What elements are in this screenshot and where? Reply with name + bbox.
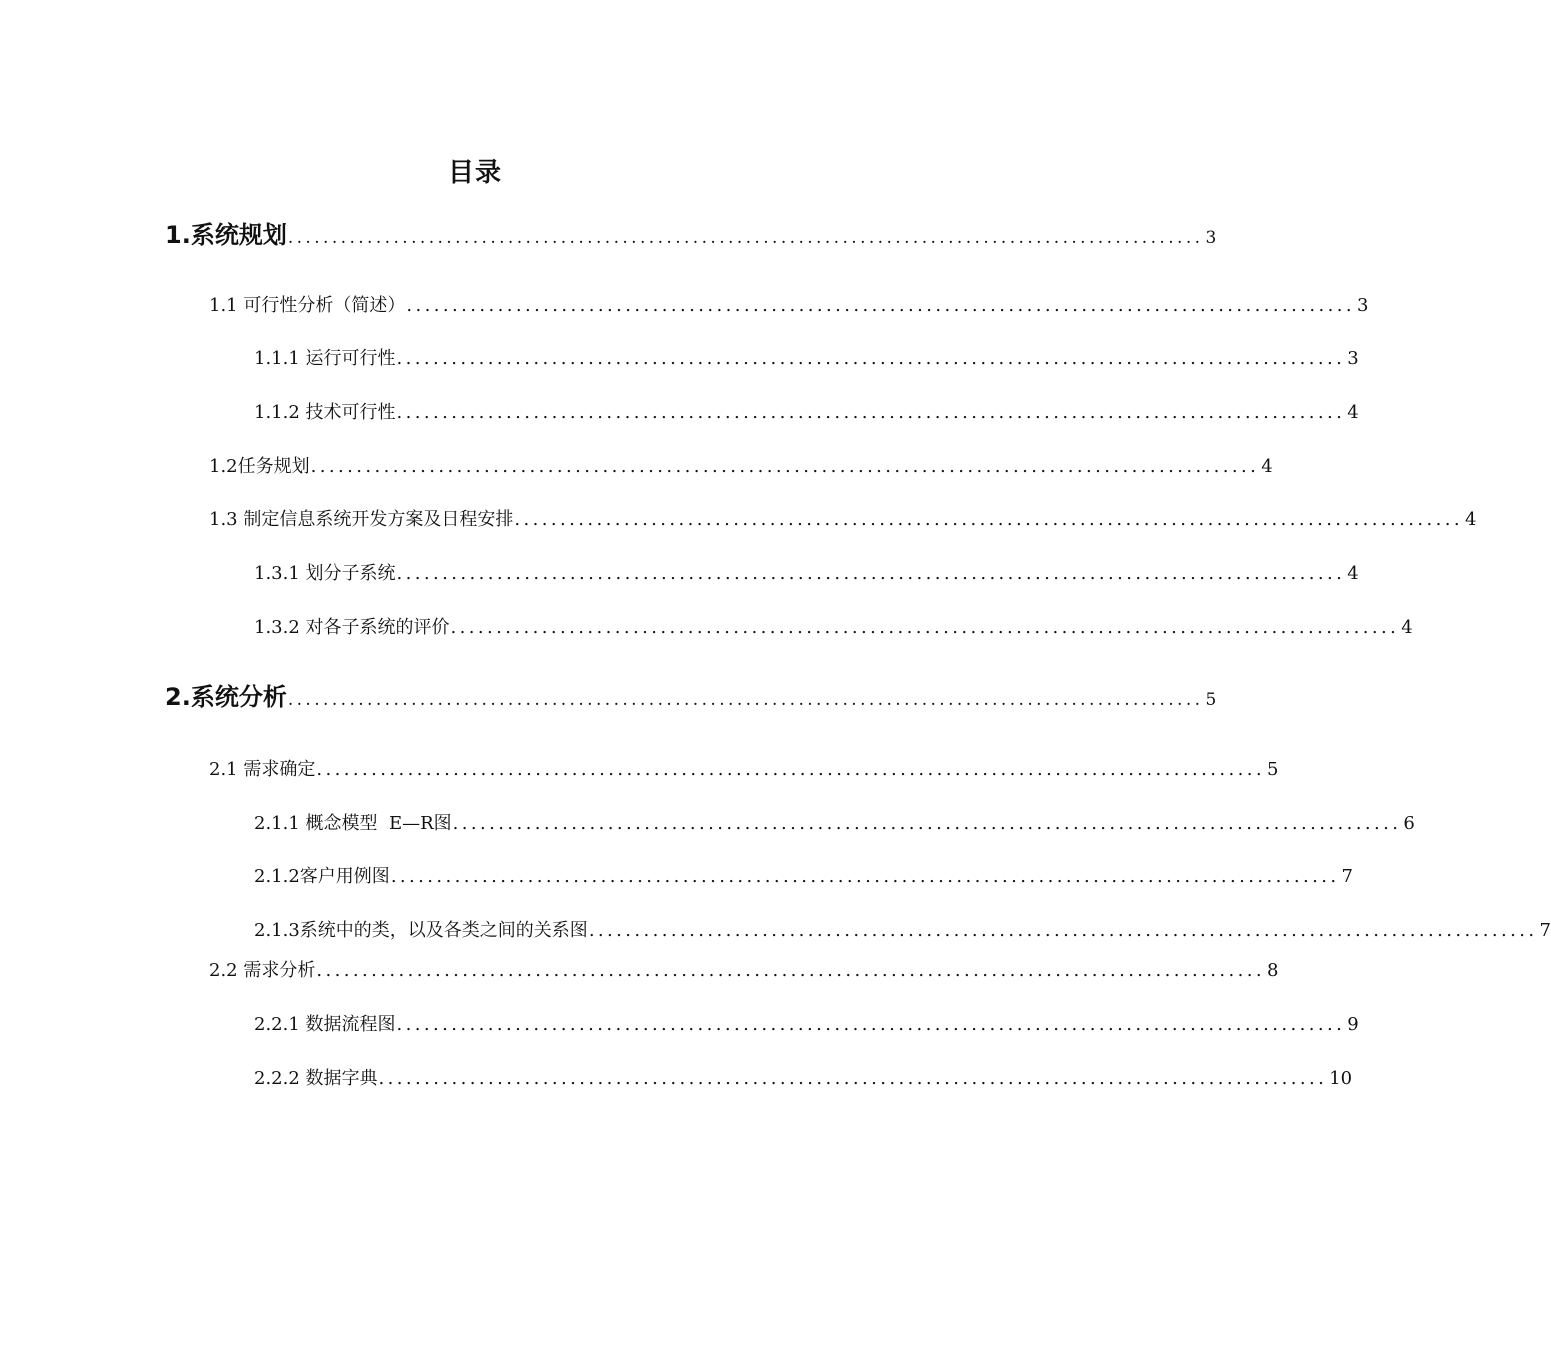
dot-leader: ........................................................................................................ [396,563,1346,584]
toc-entry-label: 2.1.3系统中的类，以及各类之间的关系图 [254,920,588,941]
dot-leader: ........................................................................................................ [378,1068,1328,1089]
toc-entry-label: 1.1.2 技术可行性 [254,402,396,423]
toc-entry-2-1-1[interactable] [254,810,1415,838]
toc-entry-label: 2.2 需求分析 [209,960,316,981]
dot-leader: ........................................................................................................ [514,509,1464,530]
toc-entry-page: 10 [1329,1068,1353,1089]
dot-leader: ........................................................................................................ [450,617,1400,638]
dot-leader: ........................................................................................................ [406,295,1356,316]
dot-leader: ........................................................................................................ [588,920,1538,941]
toc-entry-1-1-1[interactable] [254,345,1359,373]
toc-entry-page: 4 [1347,563,1359,584]
toc-entry-label: 2.1.2客户用例图 [254,866,390,887]
toc-entry-2-2-2[interactable] [254,1065,1353,1093]
toc-entry-page: 4 [1401,617,1413,638]
toc-entry-page: 5 [1267,759,1279,780]
dot-leader: ........................................................................................................ [316,759,1266,780]
toc-entry-2-1[interactable] [209,756,1279,784]
toc-entry-label: 2.1 需求确定 [209,759,316,780]
dot-leader: ........................................................................................................ [287,228,1204,248]
dot-leader: ........................................................................................................ [396,402,1346,423]
toc-entry-page: 3 [1347,348,1359,369]
toc-entry-label: 1.2任务规划 [209,456,310,477]
dot-leader: ........................................................................................................ [452,813,1402,834]
toc-entry-label: 1.1.1 运行可行性 [254,348,396,369]
toc-entry-label: 2.1.1 概念模型 E—R图 [254,813,452,834]
dot-leader: ........................................................................................................ [310,456,1260,477]
toc-entry-page: 7 [1539,920,1551,941]
toc-entry-2-1-2[interactable] [254,863,1353,891]
toc-entry-1-3[interactable] [209,506,1477,534]
toc-entry-page: 5 [1205,690,1217,710]
toc-entry-label: 2.2.1 数据流程图 [254,1014,396,1035]
toc-entry-label: 1.系统规划 [165,221,287,249]
dot-leader: ........................................................................................................ [287,690,1204,710]
toc-entry-1-3-1[interactable] [254,560,1359,588]
toc-entry-label: 2.2.2 数据字典 [254,1068,378,1089]
toc-entry-1-2[interactable] [209,453,1273,481]
toc-entry-2[interactable] [165,680,1217,714]
toc-entry-1-1-2[interactable] [254,399,1359,427]
toc-entry-1[interactable] [165,218,1217,252]
toc-entry-page: 7 [1341,866,1353,887]
dot-leader: ........................................................................................................ [396,1014,1346,1035]
toc-title: 目录 [447,158,502,188]
toc-entry-page: 6 [1403,813,1415,834]
dot-leader: ........................................................................................................ [396,348,1346,369]
toc-entry-label: 2.系统分析 [165,683,287,711]
toc-entry-page: 4 [1347,402,1359,423]
toc-entry-page: 4 [1465,509,1477,530]
toc-entry-2-2[interactable] [209,957,1279,985]
toc-entry-page: 3 [1357,295,1369,316]
toc-entry-label: 1.3.1 划分子系统 [254,563,396,584]
toc-entry-2-2-1[interactable] [254,1011,1359,1039]
toc-entry-page: 8 [1267,960,1279,981]
dot-leader: ........................................................................................................ [390,866,1340,887]
toc-entry-page: 4 [1261,456,1273,477]
toc-entry-label: 1.3 制定信息系统开发方案及日程安排 [209,509,514,530]
toc-entry-1-1[interactable] [209,292,1369,320]
toc-entry-label: 1.3.2 对各子系统的评价 [254,617,450,638]
toc-entry-1-3-2[interactable] [254,614,1413,642]
toc-entry-page: 3 [1205,228,1217,248]
toc-entry-2-1-3[interactable] [254,917,1551,945]
toc-entry-page: 9 [1347,1014,1359,1035]
toc-entry-label: 1.1 可行性分析（简述） [209,295,406,316]
dot-leader: ........................................................................................................ [316,960,1266,981]
